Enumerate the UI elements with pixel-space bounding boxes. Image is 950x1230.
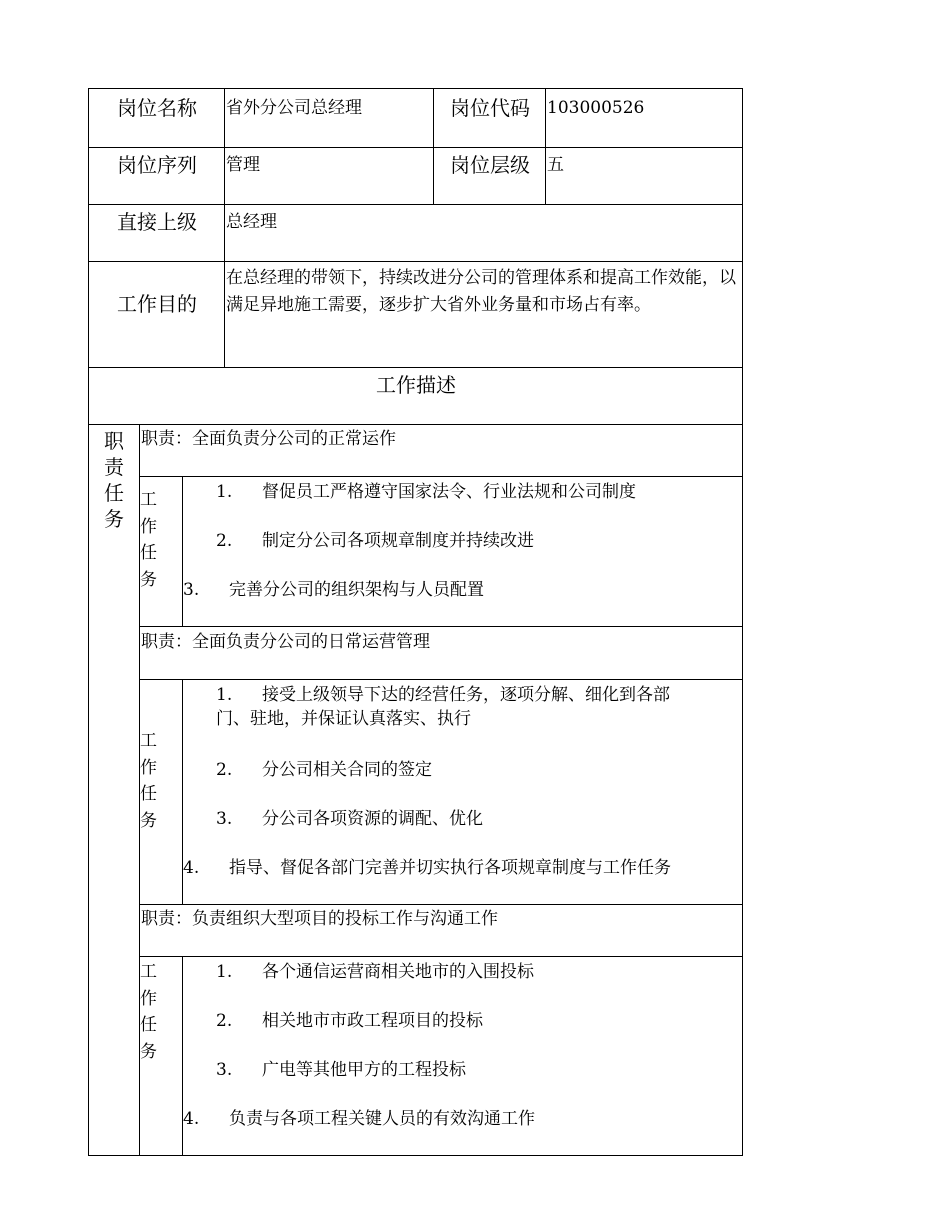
position-level-label: 岗位层级 <box>450 153 530 177</box>
table-border <box>88 367 743 368</box>
table-border <box>742 88 743 1155</box>
table-border <box>88 424 743 425</box>
task-item: 3. 分公司各项资源的调配、优化 <box>216 809 483 829</box>
position-level-value: 五 <box>547 155 564 175</box>
table-border <box>88 147 743 148</box>
duty-title: 职责：全面负责分公司的日常运营管理 <box>141 632 430 652</box>
duty-title: 职责：全面负责分公司的正常运作 <box>141 429 396 449</box>
table-border <box>88 88 89 1155</box>
task-item: 1. 督促员工严格遵守国家法令、行业法规和公司制度 <box>216 482 636 502</box>
work-purpose-value: 在总经理的带领下，持续改进分公司的管理体系和提高工作效能，以满足异地施工需要，逐步扩大省外业务量和市场占有率。 <box>226 268 736 315</box>
task-item: 2. 制定分公司各项规章制度并持续改进 <box>216 531 534 551</box>
position-name-label: 岗位名称 <box>117 96 197 120</box>
task-item: 4. 指导、督促各部门完善并切实执行各项规章制度与工作任务 <box>183 858 671 878</box>
table-border <box>88 261 743 262</box>
task-item: 1. 接受上级领导下达的经营任务，逐项分解、细化到各部 门、驻地，并保证认真落实、执行 <box>216 685 670 729</box>
duty-title: 职责：负责组织大型项目的投标工作与沟通工作 <box>141 909 498 929</box>
task-item: 4. 负责与各项工程关键人员的有效沟通工作 <box>183 1109 535 1129</box>
task-item: 2. 相关地市市政工程项目的投标 <box>216 1011 483 1031</box>
work-description-title: 工作描述 <box>376 373 456 397</box>
position-seq-label: 岗位序列 <box>117 153 197 177</box>
task-item: 1. 各个通信运营商相关地市的入围投标 <box>216 962 534 982</box>
table-border <box>182 476 183 626</box>
table-border <box>88 204 743 205</box>
task-item: 3. 完善分公司的组织架构与人员配置 <box>183 580 484 600</box>
table-border <box>433 88 434 204</box>
table-border <box>88 88 743 89</box>
table-border <box>139 679 743 680</box>
position-code-value: 103000526 <box>547 98 645 118</box>
direct-superior-value: 总经理 <box>226 212 277 232</box>
task-item: 3. 广电等其他甲方的工程投标 <box>216 1060 466 1080</box>
duty-section-label: 职责任务 <box>104 429 124 531</box>
work-purpose-label: 工作目的 <box>117 292 197 316</box>
table-border <box>88 1155 743 1156</box>
task-item: 2. 分公司相关合同的签定 <box>216 760 432 780</box>
position-name-value: 省外分公司总经理 <box>226 98 362 118</box>
task-label: 工作任务 <box>140 731 157 831</box>
task-label: 工作任务 <box>140 490 157 590</box>
task-label: 工作任务 <box>140 962 157 1062</box>
direct-superior-label: 直接上级 <box>117 210 197 234</box>
position-seq-value: 管理 <box>226 155 260 175</box>
position-code-label: 岗位代码 <box>450 96 530 120</box>
table-border <box>139 904 743 905</box>
table-border <box>139 476 743 477</box>
table-border <box>139 956 743 957</box>
table-border <box>139 626 743 627</box>
